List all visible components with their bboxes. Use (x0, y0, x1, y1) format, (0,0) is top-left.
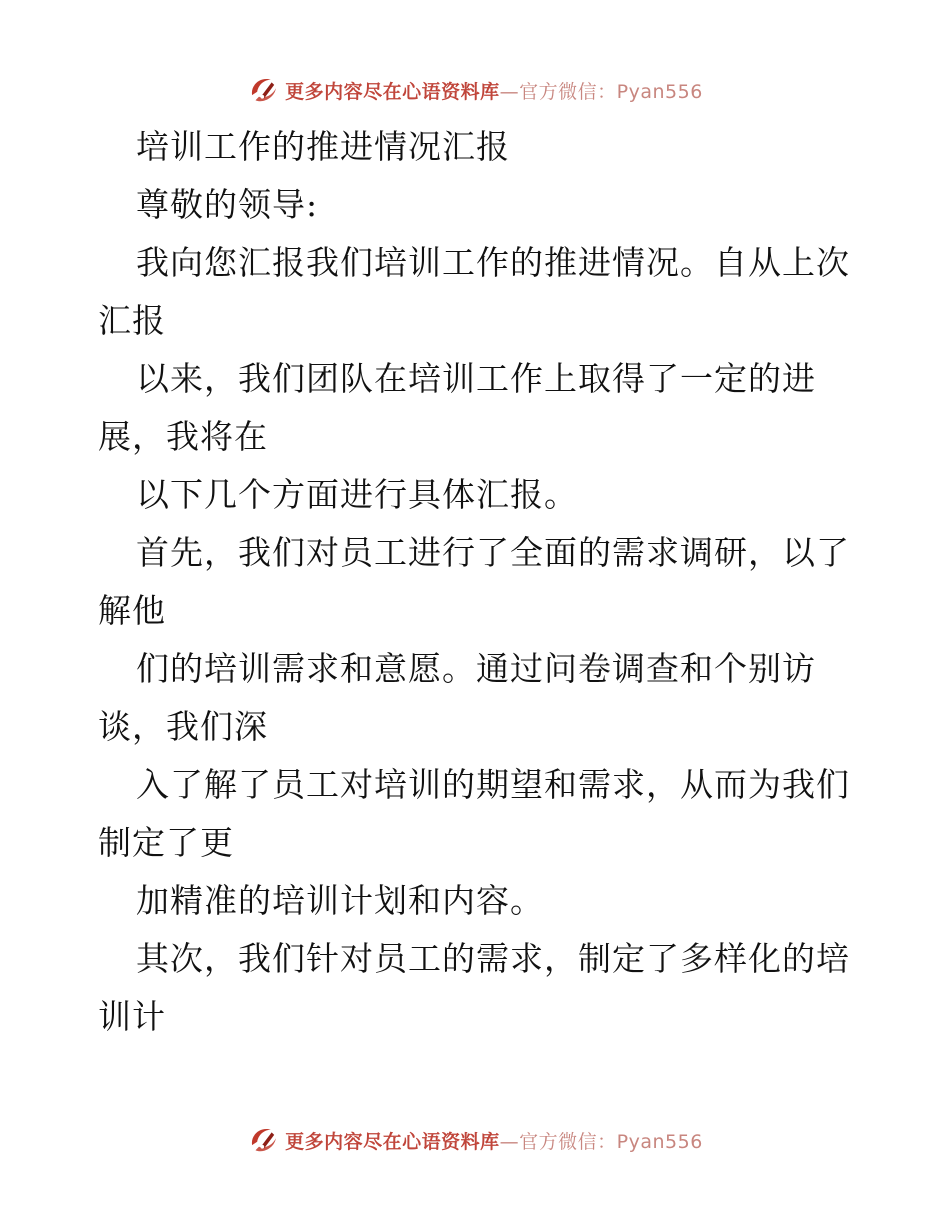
doc-line: 其次，我们针对员工的需求，制定了多样化的培 (136, 939, 850, 978)
doc-line: 加精准的培训计划和内容。 (136, 881, 544, 920)
watermark-brand: 更多内容尽在心语资料库 (285, 1130, 500, 1153)
doc-line: 以来，我们团队在培训工作上取得了一定的进 (136, 359, 816, 398)
doc-line: 训计 (98, 997, 166, 1036)
watermark-brand: 更多内容尽在心语资料库 (285, 80, 500, 103)
doc-title: 培训工作的推进情况汇报 (136, 127, 510, 166)
watermark-text (285, 77, 703, 104)
doc-line: 汇报 (98, 301, 166, 340)
doc-line: 制定了更 (98, 823, 234, 862)
watermark-suffix: 官方微信：Pyan556 (519, 1130, 703, 1153)
doc-line: 展，我将在 (98, 417, 268, 456)
watermark-suffix: 官方微信：Pyan556 (519, 80, 703, 103)
pen-logo-icon (247, 1123, 281, 1157)
doc-line: 入了解了员工对培训的期望和需求，从而为我们 (136, 765, 850, 804)
header-watermark (0, 70, 950, 110)
doc-line: 以下几个方面进行具体汇报。 (136, 475, 578, 514)
doc-line: 们的培训需求和意愿。通过问卷调查和个别访 (136, 649, 816, 688)
footer-watermark (0, 1120, 950, 1160)
watermark-text (285, 1127, 703, 1154)
watermark-separator: — (499, 80, 520, 103)
doc-line: 解他 (98, 591, 166, 630)
doc-line: 我向您汇报我们培训工作的推进情况。自从上次 (136, 243, 850, 282)
doc-line: 首先，我们对员工进行了全面的需求调研，以了 (136, 533, 850, 572)
doc-line: 谈，我们深 (98, 707, 268, 746)
doc-salutation: 尊敬的领导: (136, 185, 319, 224)
watermark-separator: — (499, 1130, 520, 1153)
document-body (98, 118, 858, 1046)
pen-logo-icon (247, 73, 281, 107)
